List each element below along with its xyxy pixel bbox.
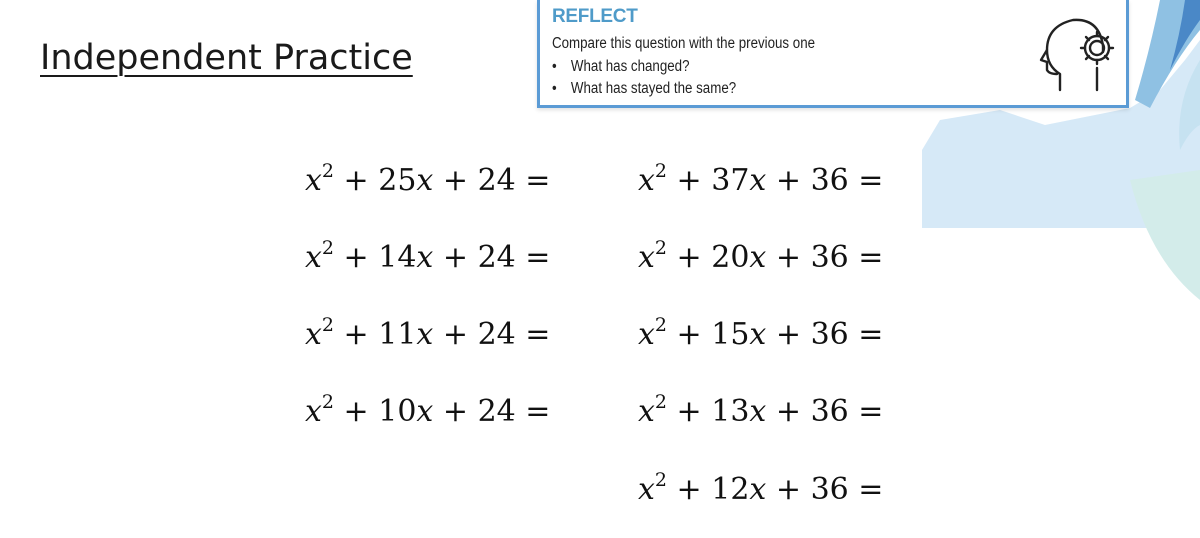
equation-constant: 36 xyxy=(810,472,849,507)
equation-constant: 24 xyxy=(477,317,516,352)
reflect-bullet: • What has stayed the same? xyxy=(552,80,737,97)
equation: $x^2 + 20x + 36$ = xyxy=(638,237,884,275)
equation-constant: 24 xyxy=(477,394,516,429)
reflect-heading: REFLECT xyxy=(552,6,638,27)
equation: $x^2 + 14x + 24$ = xyxy=(305,237,551,275)
equation-constant: 36 xyxy=(810,317,849,352)
reflect-prompt: Compare this question with the previous one xyxy=(552,35,816,52)
equation-coefficient: 25 xyxy=(378,163,417,198)
equation-coefficient: 20 xyxy=(711,240,750,275)
equation-constant: 36 xyxy=(810,163,849,198)
equation: $x^2 + 13x + 36$ = xyxy=(638,391,884,429)
reflect-bullet-text: What has stayed the same? xyxy=(570,80,737,97)
equation-coefficient: 10 xyxy=(378,394,417,429)
equation: $x^2 + 10x + 24$ = xyxy=(305,391,551,429)
reflect-bullet-text: What has changed? xyxy=(570,58,690,75)
equation: $x^2 + 25x + 24$ = xyxy=(305,160,551,198)
equation-coefficient: 15 xyxy=(711,317,750,352)
reflect-bullet-list xyxy=(552,56,766,100)
equation: $x^2 + 15x + 36$ = xyxy=(638,314,884,352)
decor-teal-shape xyxy=(1130,170,1200,300)
equation: $x^2 + 37x + 36$ = xyxy=(638,160,884,198)
equation-coefficient: 11 xyxy=(378,317,417,352)
page-title: Independent Practice xyxy=(40,38,413,78)
head-gear-icon xyxy=(1035,8,1121,94)
equation-coefficient: 14 xyxy=(378,240,417,275)
reflect-bullet: • What has changed? xyxy=(552,58,690,75)
equation-coefficient: 12 xyxy=(711,472,750,507)
equation-constant: 24 xyxy=(477,240,516,275)
equation-coefficient: 37 xyxy=(711,163,750,198)
equation-constant: 36 xyxy=(810,240,849,275)
equation-constant: 36 xyxy=(810,394,849,429)
equation-coefficient: 13 xyxy=(711,394,750,429)
equation-constant: 24 xyxy=(477,163,516,198)
equation: $x^2 + 11x + 24$ = xyxy=(305,314,551,352)
equation: $x^2 + 12x + 36$ = xyxy=(638,469,884,507)
reflect-box xyxy=(537,0,1129,108)
